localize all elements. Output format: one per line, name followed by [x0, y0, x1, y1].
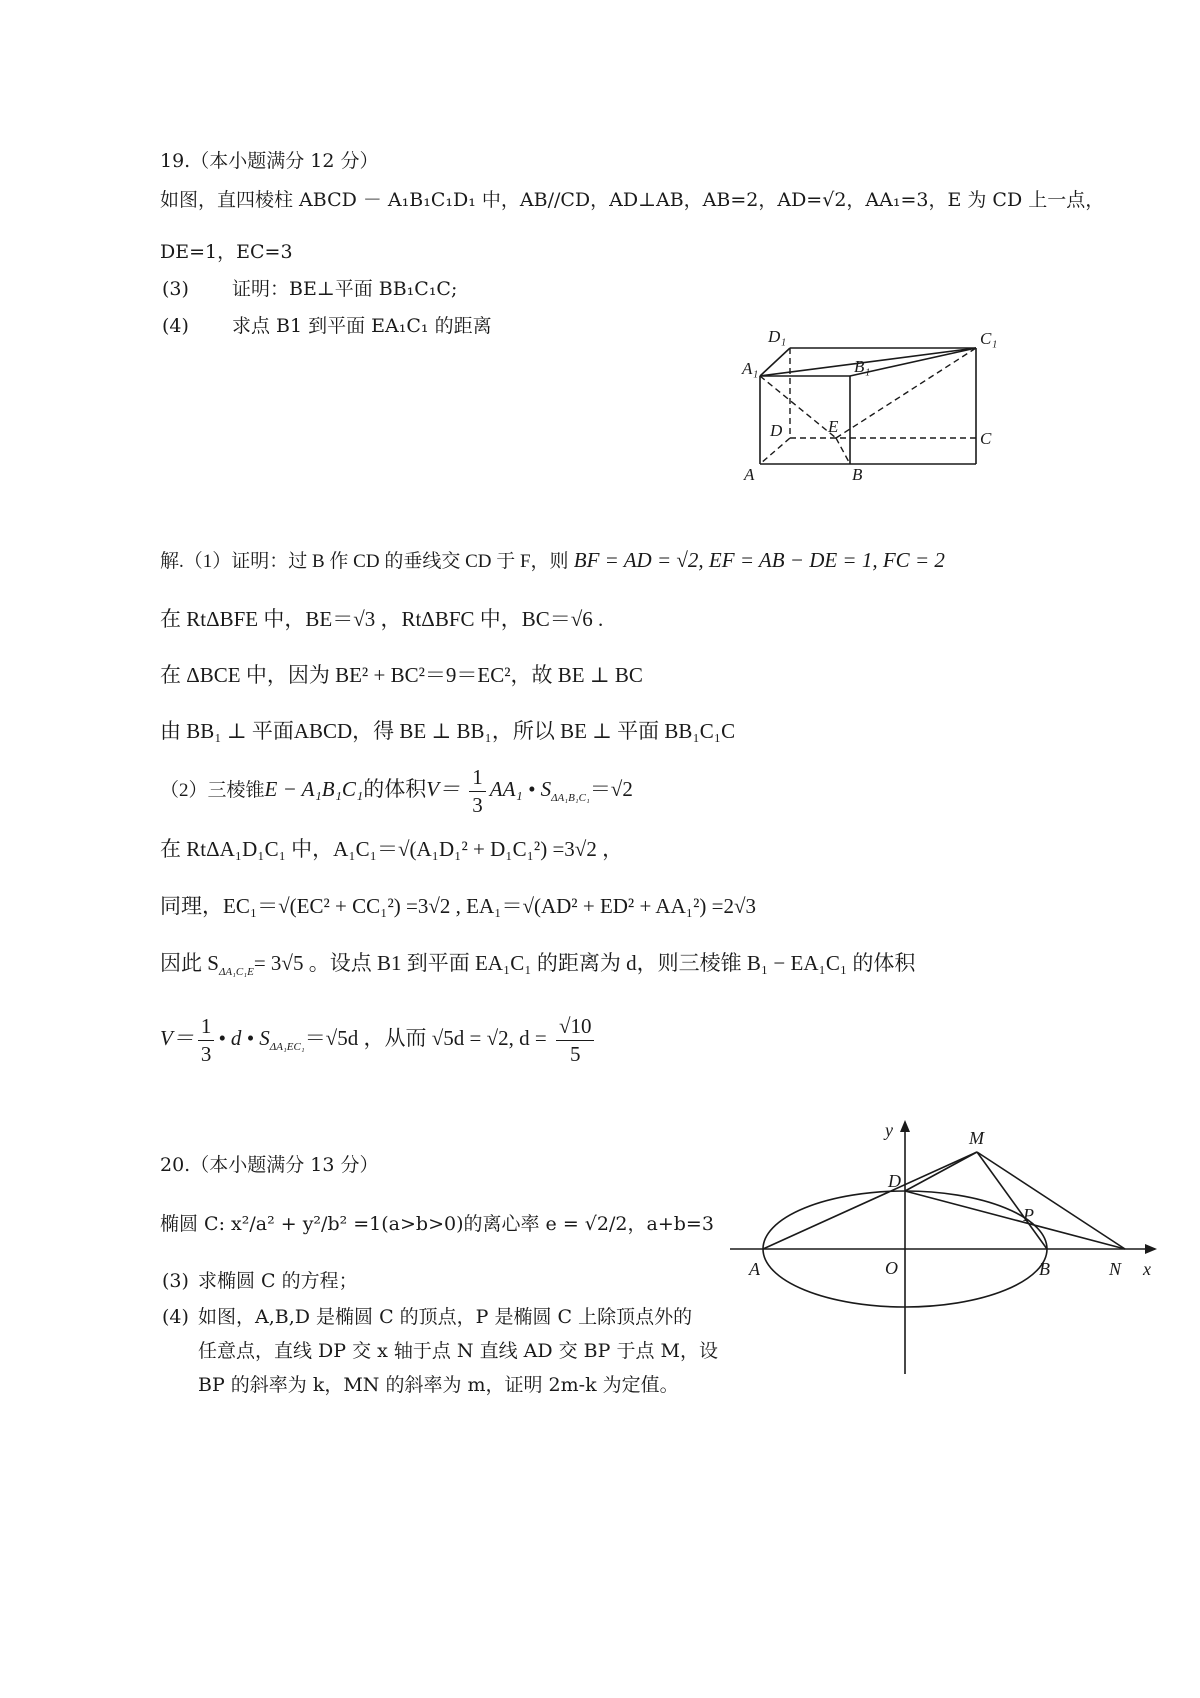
q19-heading: 19.（本小题满分 12 分） [160, 150, 379, 172]
label-A-ellipse: A [749, 1259, 760, 1279]
q19-part2-number: (4) [162, 315, 189, 337]
solution-line-9: V＝ $\frac{1}{3}$ • d • $S_{\Delta A_1EC_1}=√5d$ ，从而 √5d = √2, d = $\frac{√10}{5}$ [160, 1012, 598, 1073]
fraction-one-third-2: $\frac{1}{3}$ [198, 1016, 215, 1065]
axis-x-label: x [1143, 1259, 1151, 1279]
label-B1: B₁ [854, 357, 871, 376]
fraction-one-third: $\frac{1}{3}$ [469, 767, 486, 816]
label-A1: A₁ [742, 359, 759, 378]
label-A: A [744, 465, 755, 484]
label-C: C [980, 429, 992, 448]
solution-line-1: 解.（1）证明：过 B 作 CD 的垂线交 CD 于 F，则 BF = AD = √2, EF = AB − DE = 1, FC = 2 [160, 548, 945, 572]
label-D1: D₁ [768, 327, 787, 346]
label-P: P [1023, 1205, 1034, 1225]
label-E: E [828, 417, 839, 436]
ellipse-figure [725, 1112, 1165, 1382]
prism-figure [740, 310, 1040, 510]
q20-part1: 求椭圆 C 的方程； [198, 1270, 358, 1292]
solution-line-7: 同理，EC₁＝√(EC² + CC₁²) =3√2 , EA₁＝√(AD² + ED² + AA₁²) =2√3 [160, 894, 756, 918]
label-C1: C₁ [980, 329, 998, 348]
solution-line-6: 在 RtΔA₁D₁C₁ 中，A₁C₁＝√(A₁D₁² + D₁C₁²) =3√2 ， [160, 837, 624, 861]
q19-intro: 如图，直四棱柱 ABCD － A₁B₁C₁D₁ 中，AB//CD，AD⊥AB，AB=2，AD=√2，AA₁=3，E 为 CD 上一点， [160, 189, 1105, 211]
q19-intro-2: DE=1，EC=3 [160, 241, 293, 263]
q20-part1-number: (3) [162, 1270, 189, 1292]
axis-y-label: y [885, 1120, 893, 1140]
label-D-ellipse: D [888, 1171, 901, 1191]
solution-line-4: 由 BB₁ ⊥ 平面ABCD，得 BE ⊥ BB₁，所以 BE ⊥ 平面 BB₁C₁C [160, 719, 736, 743]
q20-heading: 20.（本小题满分 13 分） [160, 1154, 379, 1176]
label-D: D [770, 421, 783, 440]
label-O: O [885, 1258, 898, 1278]
solution-line-8: 因此 $S_{\Delta A_1C_1E}= 3√5$ 。设点 B1 到平面 EA₁C₁ 的距离为 d，则三棱锥 B₁ − EA₁C₁ 的体积 [160, 951, 916, 979]
label-N: N [1109, 1259, 1122, 1279]
q20-part2-b: 任意点，直线 DP 交 x 轴于点 N 直线 AD 交 BP 于点 M，设 [198, 1340, 718, 1362]
q20-line-1: 椭圆 C: x²/a² + y²/b² =1(a>b>0)的离心率 e = √2/2，a+b=3 [160, 1213, 714, 1235]
solution-line-5: （2）三棱锥E − A₁B₁C₁的体积V＝ $\frac{1}{3}$ AA₁ • $S_{\Delta A_1B_1C_1}=√2$ [160, 764, 633, 817]
q20-part2-number: (4) [162, 1306, 189, 1328]
q20-part2-c: BP 的斜率为 k，MN 的斜率为 m，证明 2m-k 为定值。 [198, 1374, 679, 1396]
q20-part2-a: 如图，A,B,D 是椭圆 C 的顶点，P 是椭圆 C 上除顶点外的 [198, 1306, 693, 1328]
label-B-ellipse: B [1039, 1259, 1050, 1279]
q19-part1: 证明：BE⊥平面 BB₁C₁C; [232, 278, 458, 300]
solution-line-2: 在 RtΔBFE 中，BE＝√3 ，RtΔBFC 中，BC＝√6 . [160, 607, 604, 631]
label-B: B [852, 465, 863, 484]
label-M: M [969, 1128, 984, 1148]
solution-line-3: 在 ΔBCE 中，因为 BE² + BC²＝9＝EC²，故 BE ⊥ BC [160, 663, 643, 687]
fraction-distance: $\frac{√10}{5}$ [556, 1016, 595, 1065]
q19-part1-number: (3) [162, 278, 189, 300]
q19-part2: 求点 B1 到平面 EA₁C₁ 的距离 [232, 315, 492, 337]
